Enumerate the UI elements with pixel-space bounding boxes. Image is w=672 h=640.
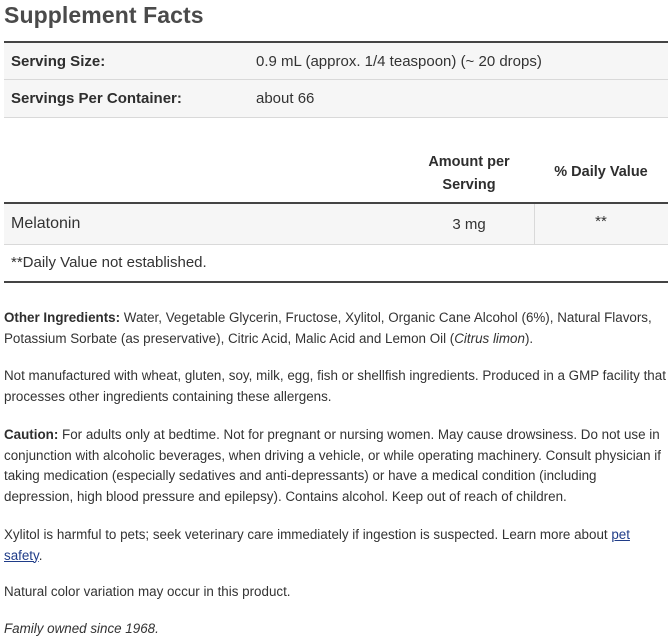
- xylitol-warning: [4, 525, 668, 566]
- family-owned-note: Family owned since 1968.: [4, 621, 159, 636]
- amount-header-line-2: Serving: [442, 177, 496, 193]
- caution-statement: [4, 425, 668, 507]
- daily-value-header: % Daily Value: [554, 164, 648, 180]
- nutrient-amount: 3 mg: [452, 216, 486, 233]
- xylitol-end: .: [38, 547, 43, 563]
- pet-safety-link[interactable]: pet safety: [4, 527, 630, 563]
- caution-text: For adults only at bedtime. Not for pregnant or nursing women. May cause drowsiness. Do not use in conjunction with alcoholic beverages, when driving a vehicle, or while operating machinery. Consult physician if taking medication (especially sedatives and anti-depressants) or have a medical condition (including depression, high blood pressure and epilepsy). Contains alcohol. Keep out of reach of children.: [4, 427, 661, 504]
- other-ingredients-end: ).: [524, 330, 534, 346]
- servings-per-container-label: Servings Per Container:: [11, 90, 182, 107]
- serving-size-value: 0.9 mL (approx. 1/4 teaspoon) (~ 20 drops): [256, 53, 542, 70]
- servings-divider: [4, 117, 668, 118]
- color-variation-note: Natural color variation may occur in this product.: [4, 584, 291, 599]
- amount-header-line-1: Amount per: [428, 154, 510, 170]
- allergen-statement: Not manufactured with wheat, gluten, soy, milk, egg, fish or shellfish ingredients. Produced in a GMP facility that processes other ingredients containing these allergens.: [4, 368, 666, 404]
- row-divider: [4, 244, 668, 245]
- bottom-rule: [4, 281, 668, 283]
- other-ingredients-text: Water, Vegetable Glycerin, Fructose, Xylitol, Organic Cane Alcohol (6%), Natural Flavors, Potassium Sorbate (as preservative), Citric Acid, Malic Acid and Lemon Oil (: [4, 310, 652, 346]
- serving-size-label: Serving Size:: [11, 53, 106, 70]
- other-ingredients-label: Other Ingredients:: [4, 310, 121, 325]
- supplement-facts-title: Supplement Facts: [4, 2, 204, 28]
- other-ingredients: [4, 308, 668, 349]
- daily-value-footnote: **Daily Value not established.: [11, 254, 207, 271]
- latin-name: Citrus limon: [454, 330, 525, 346]
- servings-per-container-value: about 66: [256, 90, 315, 107]
- caution-label: Caution:: [4, 427, 59, 442]
- amount-per-serving-header: [404, 151, 534, 197]
- nutrient-daily-value: **: [595, 213, 607, 230]
- xylitol-text: Xylitol is harmful to pets; seek veterinary care immediately if ingestion is suspected. Learn more about: [4, 527, 612, 542]
- nutrient-name: Melatonin: [11, 215, 81, 232]
